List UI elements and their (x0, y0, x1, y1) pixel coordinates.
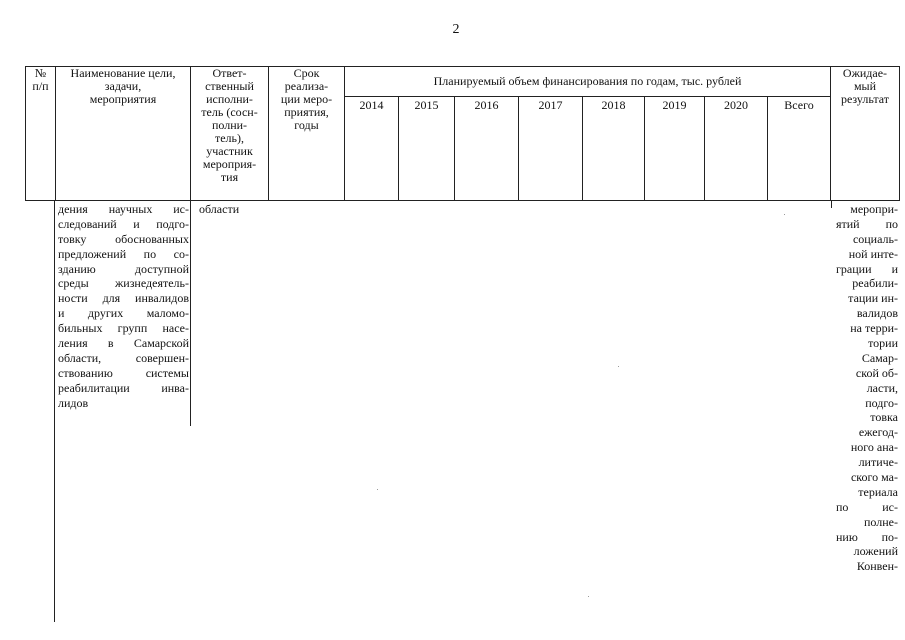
goal-line: зданию доступной (58, 261, 189, 276)
result-line: валидов (856, 306, 898, 321)
result-line: ной инте- (848, 246, 898, 261)
header-year-2017: 2017 (519, 97, 583, 201)
goal-line: области, совершен- (58, 350, 189, 365)
result-line: реабили- (852, 276, 898, 291)
result-line: полне- (864, 514, 898, 529)
scan-speck (377, 489, 378, 490)
goal-line: ности для инвалидов (58, 291, 189, 306)
expected-result (836, 202, 898, 574)
header-goal (56, 67, 191, 201)
goal-line: предложений по со- (58, 246, 189, 261)
header-year-2019: 2019 (645, 97, 705, 201)
scan-speck (618, 366, 619, 367)
scan-speck (588, 596, 589, 597)
result-line: грации и (836, 261, 898, 276)
goal-description (58, 202, 189, 410)
result-line: ного ана- (850, 440, 898, 455)
header-year-2015: 2015 (399, 97, 455, 201)
executor-value: области (199, 202, 240, 216)
result-line: Конвен- (856, 559, 898, 574)
result-line: по ис- (836, 499, 898, 514)
goal-line: дения научных ис- (58, 202, 189, 216)
goal-line: товку обоснованных (58, 231, 189, 246)
result-line: товка (870, 410, 898, 425)
header-year-2018: 2018 (583, 97, 645, 201)
header-period (269, 67, 345, 201)
result-line: ского ма- (850, 470, 898, 485)
header-executor-label: Ответ- ственный исполни- тель (сосн- полни- тель), участник мероприя- тия (201, 66, 258, 184)
result-line: ласти, (866, 380, 898, 395)
result-line: тации ин- (848, 291, 898, 306)
header-funding (345, 67, 831, 97)
goal-line: и других маломо- (58, 306, 189, 321)
result-line: ежегод- (858, 425, 898, 440)
result-line: подго- (865, 395, 898, 410)
header-number-label: № п/п (32, 66, 49, 93)
result-line: на терри- (850, 321, 898, 336)
column-divider-result (831, 200, 832, 208)
header-result-label: Ожидае- мый результат (840, 66, 890, 106)
result-line: нию по- (836, 529, 898, 544)
column-divider-goal (190, 200, 191, 426)
header-period-label: Срок реализа- ции меро- приятия, годы (280, 66, 333, 132)
goal-line: реабилитации инва- (58, 380, 189, 395)
header-result (831, 67, 900, 201)
header-year-2020: 2020 (705, 97, 768, 201)
header-year-total: Всего (768, 97, 831, 201)
goal-line: ствованию системы (58, 365, 189, 380)
result-line: ятий по (836, 216, 898, 231)
header-goal-label: Наименование цели, задачи, мероприятия (70, 66, 176, 106)
goal-line: ления в Самарской (58, 336, 189, 351)
scan-speck (784, 214, 785, 215)
header-year-2016: 2016 (455, 97, 519, 201)
header-table (25, 66, 900, 201)
result-line: литиче- (858, 455, 898, 470)
goal-line: следований и подго- (58, 216, 189, 231)
page-number: 2 (452, 22, 460, 37)
goal-line: лидов (58, 395, 89, 410)
result-line: ской об- (855, 365, 898, 380)
goal-line: бильных групп насе- (58, 321, 189, 336)
result-line: тории (868, 336, 898, 351)
result-line: ложений (853, 544, 898, 559)
header-funding-label: Планируемый объем финансирования по годам, тыс. рублей (433, 74, 742, 88)
result-line: меропри- (850, 202, 898, 216)
header-executor (191, 67, 269, 201)
column-divider-left (54, 200, 55, 622)
goal-line: среды жизнедеятель- (58, 276, 189, 291)
result-line: социаль- (852, 231, 898, 246)
header-year-2014: 2014 (345, 97, 399, 201)
result-line: Самар- (861, 350, 898, 365)
header-number (26, 67, 56, 201)
result-line: териала (858, 484, 898, 499)
